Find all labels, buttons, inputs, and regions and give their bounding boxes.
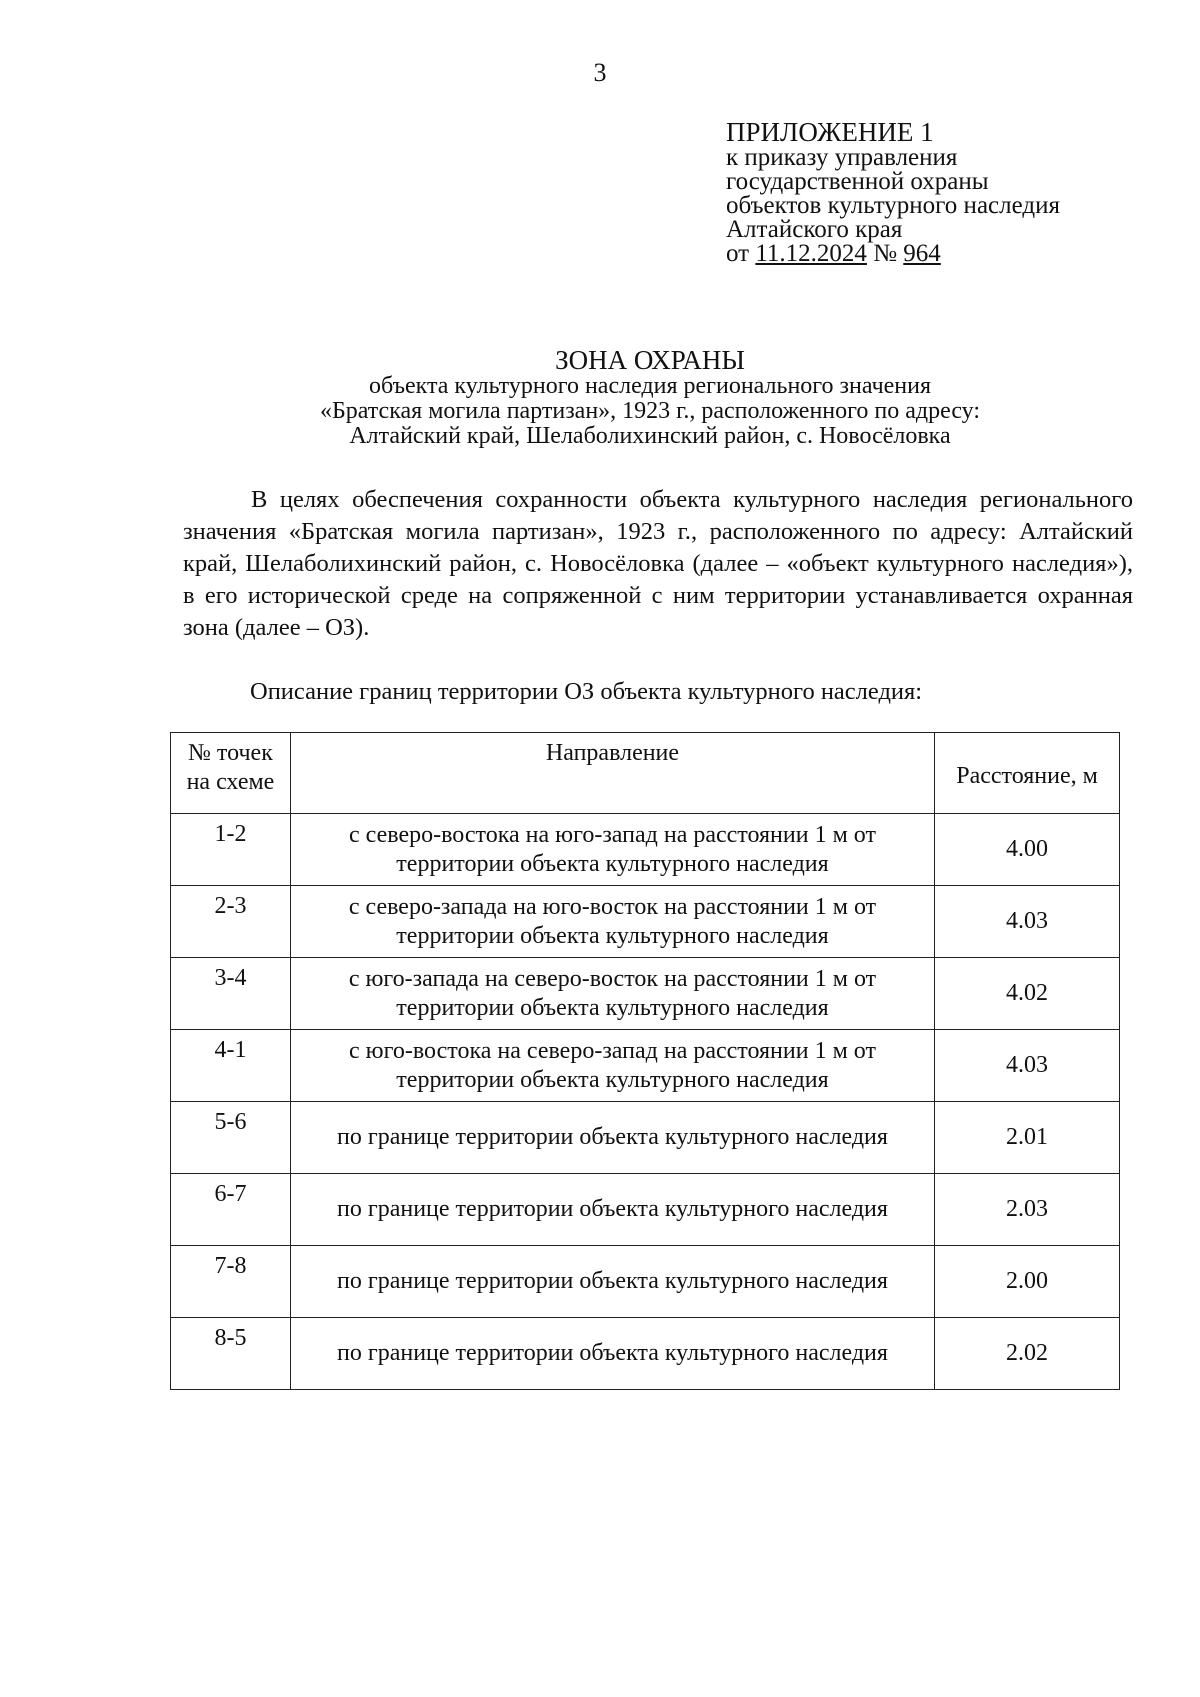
appendix-line: объектов культурного наследия [726, 192, 1060, 219]
cell-points: 4-1 [171, 1030, 291, 1102]
table-row [171, 1174, 1120, 1246]
cell-points: 8-5 [171, 1318, 291, 1390]
cell-points: 6-7 [171, 1174, 291, 1246]
table-row [171, 1246, 1120, 1318]
cell-direction: по границе территории объекта культурного наследия [290, 1318, 934, 1390]
cell-direction: с северо-востока на юго-запад на расстоянии 1 м от территории объекта культурного наследия [290, 814, 934, 886]
appendix-line: Алтайского края [726, 216, 903, 243]
appendix-line: государственной охраны [726, 168, 989, 195]
table-row [171, 814, 1120, 886]
table-row [171, 958, 1120, 1030]
header-distance: Расстояние, м [935, 733, 1120, 814]
cell-distance: 4.03 [935, 1030, 1120, 1102]
cell-distance: 2.02 [935, 1318, 1120, 1390]
intro-paragraph [183, 484, 1133, 644]
table-caption: Описание границ территории ОЗ объекта культурного наследия: [250, 678, 923, 705]
date-prefix: от [726, 240, 750, 267]
table-row [171, 1030, 1120, 1102]
cell-direction: по границе территории объекта культурного наследия [290, 1246, 934, 1318]
cell-points: 2-3 [171, 886, 291, 958]
header-points: № точек на схеме [171, 733, 291, 814]
zone-subtitle-line: «Братская могила партизан», 1923 г., расположенного по адресу: [319, 398, 981, 424]
zone-title: ЗОНА ОХРАНЫ [555, 345, 745, 375]
order-number: 964 [903, 240, 941, 267]
header-direction: Направление [290, 733, 934, 814]
cell-points: 1-2 [171, 814, 291, 886]
appendix-line: к приказу управления [726, 144, 958, 171]
cell-distance: 4.00 [935, 814, 1120, 886]
cell-points: 7-8 [171, 1246, 291, 1318]
appendix-title: ПРИЛОЖЕНИЕ 1 [726, 117, 934, 147]
order-date: 11.12.2024 [755, 240, 867, 267]
page-number: 3 [593, 58, 607, 87]
table-row [171, 1102, 1120, 1174]
zone-subtitle-line: Алтайский край, Шелаболихинский район, с. Новосёловка [349, 423, 951, 449]
appendix-date-line [726, 242, 1060, 266]
zone-heading [150, 346, 1150, 449]
cell-distance: 2.03 [935, 1174, 1120, 1246]
cell-distance: 4.02 [935, 958, 1120, 1030]
appendix-block [726, 118, 1060, 266]
cell-distance: 4.03 [935, 886, 1120, 958]
cell-points: 5-6 [171, 1102, 291, 1174]
cell-direction: по границе территории объекта культурного наследия [290, 1102, 934, 1174]
boundaries-table [170, 732, 1120, 1390]
cell-direction: с юго-запада на северо-восток на расстоянии 1 м от территории объекта культурного наследия [290, 958, 934, 1030]
table-row [171, 1318, 1120, 1390]
table-row [171, 886, 1120, 958]
cell-direction: с северо-запада на юго-восток на расстоянии 1 м от территории объекта культурного наследия [290, 886, 934, 958]
cell-points: 3-4 [171, 958, 291, 1030]
cell-distance: 2.01 [935, 1102, 1120, 1174]
cell-direction: по границе территории объекта культурного наследия [290, 1174, 934, 1246]
table-header-row [171, 733, 1120, 814]
intro-text: В целях обеспечения сохранности объекта культурного наследия регионального значения «Братская могила партизан», 1923 г., расположенного по адресу: Алтайский край, Шелаболихинский район, с. Новосёловка (далее – «объект культурного наследия»), в его исторической среде на сопряженной с ним территории устанавливается охранная зона (далее – ОЗ). [183, 486, 1133, 641]
number-prefix: № [873, 240, 898, 267]
cell-distance: 2.00 [935, 1246, 1120, 1318]
cell-direction: с юго-востока на северо-запад на расстоянии 1 м от территории объекта культурного наследия [290, 1030, 934, 1102]
zone-subtitle-line: объекта культурного наследия регионального значения [368, 373, 932, 399]
